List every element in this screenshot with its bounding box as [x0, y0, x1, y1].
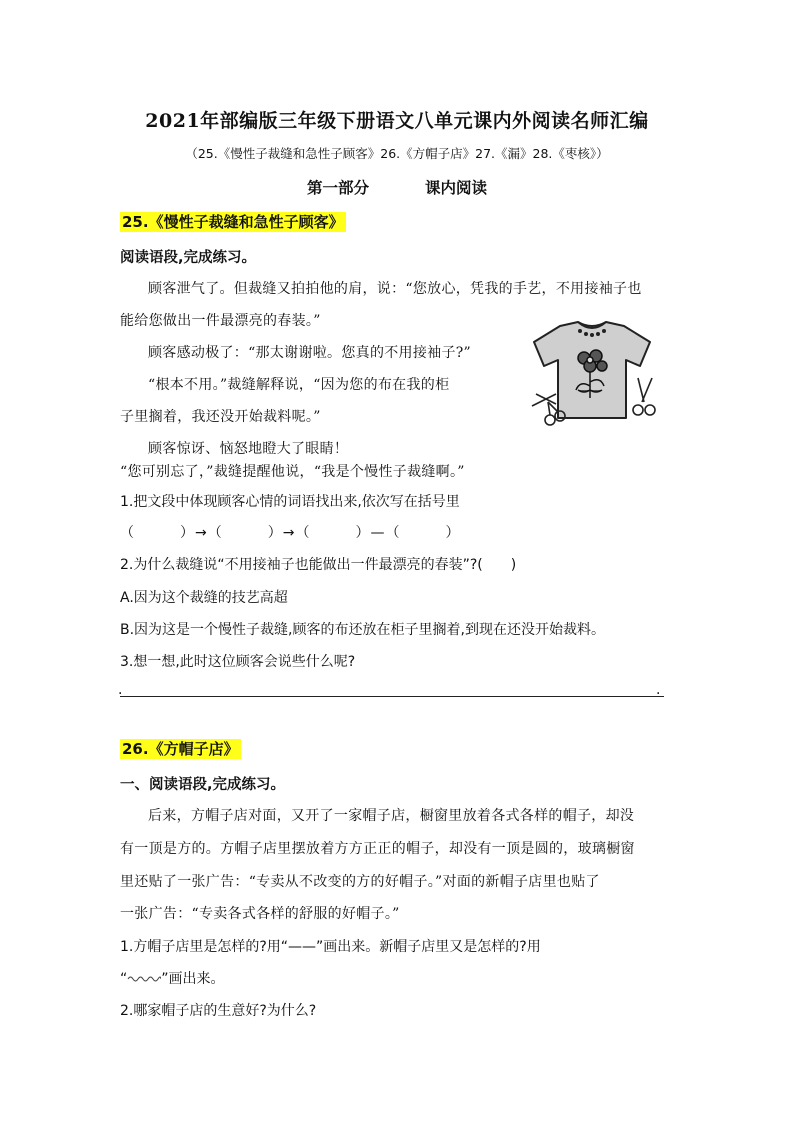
part-name: 课内阅读	[425, 178, 488, 197]
s25-para1-line1: 顾客泄气了。但裁缝又拍拍他的肩，说：“您放心，凭我的手艺，不用接袖子也	[148, 281, 642, 297]
s25-question-2: 2.为什么裁缝说“不用接袖子也能做出一件最漂亮的春装”?( )	[120, 557, 517, 573]
s25-answer-line[interactable]	[120, 696, 664, 697]
s25-para3-line1: “根本不用。”裁缝解释说，“因为您的布在我的柜	[148, 377, 450, 393]
s25-para5: “您可别忘了，”裁缝提醒他说，“我是个慢性子裁缝啊。”	[120, 464, 465, 480]
page-subtitle: （25.《慢性子裁缝和急性子顾客》26.《方帽子店》27.《漏》28.《枣核》）	[185, 146, 609, 161]
s25-answer-end-mark: .	[656, 682, 661, 698]
part-label: 第一部分	[306, 178, 369, 197]
s26-q1-open-quote: “	[120, 971, 128, 987]
s26-para-line1: 后来，方帽子店对面，又开了一家帽子店，橱窗里放着各式各样的帽子，却没	[148, 808, 635, 824]
s25-para2: 顾客感动极了：“那太谢谢啦。您真的不用接袖子?”	[148, 345, 472, 361]
scissors-icon-right	[633, 378, 655, 415]
s25-para1-line2: 能给您做出一件最漂亮的春装。”	[120, 313, 321, 329]
page-title: 2021年部编版三年级下册语文八单元课内外阅读名师汇编	[145, 110, 649, 132]
section26-instruction: 一、阅读语段,完成练习。	[120, 777, 286, 793]
s25-option-b[interactable]: B.因为这是一个慢性子裁缝,顾客的布还放在柜子里搁着,到现在还没开始裁料。	[120, 622, 605, 638]
s26-question-1-line2	[120, 968, 225, 988]
wavy-underline-icon	[127, 975, 161, 983]
shirt-scissors-illustration	[526, 320, 658, 430]
part-heading	[0, 176, 794, 198]
section26-heading: 26.《方帽子店》	[122, 740, 239, 758]
section25-heading-wrap	[120, 211, 346, 232]
s26-q1-close-quote: ”画出来。	[161, 971, 225, 987]
s26-para-line4: 一张广告：“专卖各式各样的舒服的好帽子。”	[120, 906, 400, 922]
s25-question-1: 1.把文段中体现顾客心情的词语找出来,依次写在括号里	[120, 494, 460, 510]
s25-question-3: 3.想一想,此时这位顾客会说些什么呢?	[120, 654, 356, 670]
s26-para-line2: 有一顶是方的。方帽子店里摆放着方方正正的帽子，却没有一顶是圆的，玻璃橱窗	[120, 841, 635, 857]
s25-answer-start-mark: .	[118, 682, 123, 698]
section25-heading: 25.《慢性子裁缝和急性子顾客》	[122, 213, 344, 231]
s25-para3-line2: 子里搁着，我还没开始裁料呢。”	[120, 409, 321, 425]
s25-para4: 顾客惊讶、恼怒地瞪大了眼睛！	[148, 441, 349, 457]
s26-question-1-line1: 1.方帽子店里是怎样的?用“——”画出来。新帽子店里又是怎样的?用	[120, 939, 541, 955]
section25-instruction: 阅读语段,完成练习。	[120, 250, 257, 266]
s26-question-2: 2.哪家帽子店的生意好?为什么?	[120, 1003, 317, 1019]
s25-option-a[interactable]: A.因为这个裁缝的技艺高超	[120, 590, 288, 606]
s26-para-line3: 里还贴了一张广告：“专卖从不改变的方的好帽子。”对面的新帽子店里也贴了	[120, 874, 600, 890]
s25-question-1-blanks[interactable]: （ ）→（ ）→（ ）—（ ）	[120, 525, 461, 541]
section26-heading-wrap	[120, 738, 241, 759]
